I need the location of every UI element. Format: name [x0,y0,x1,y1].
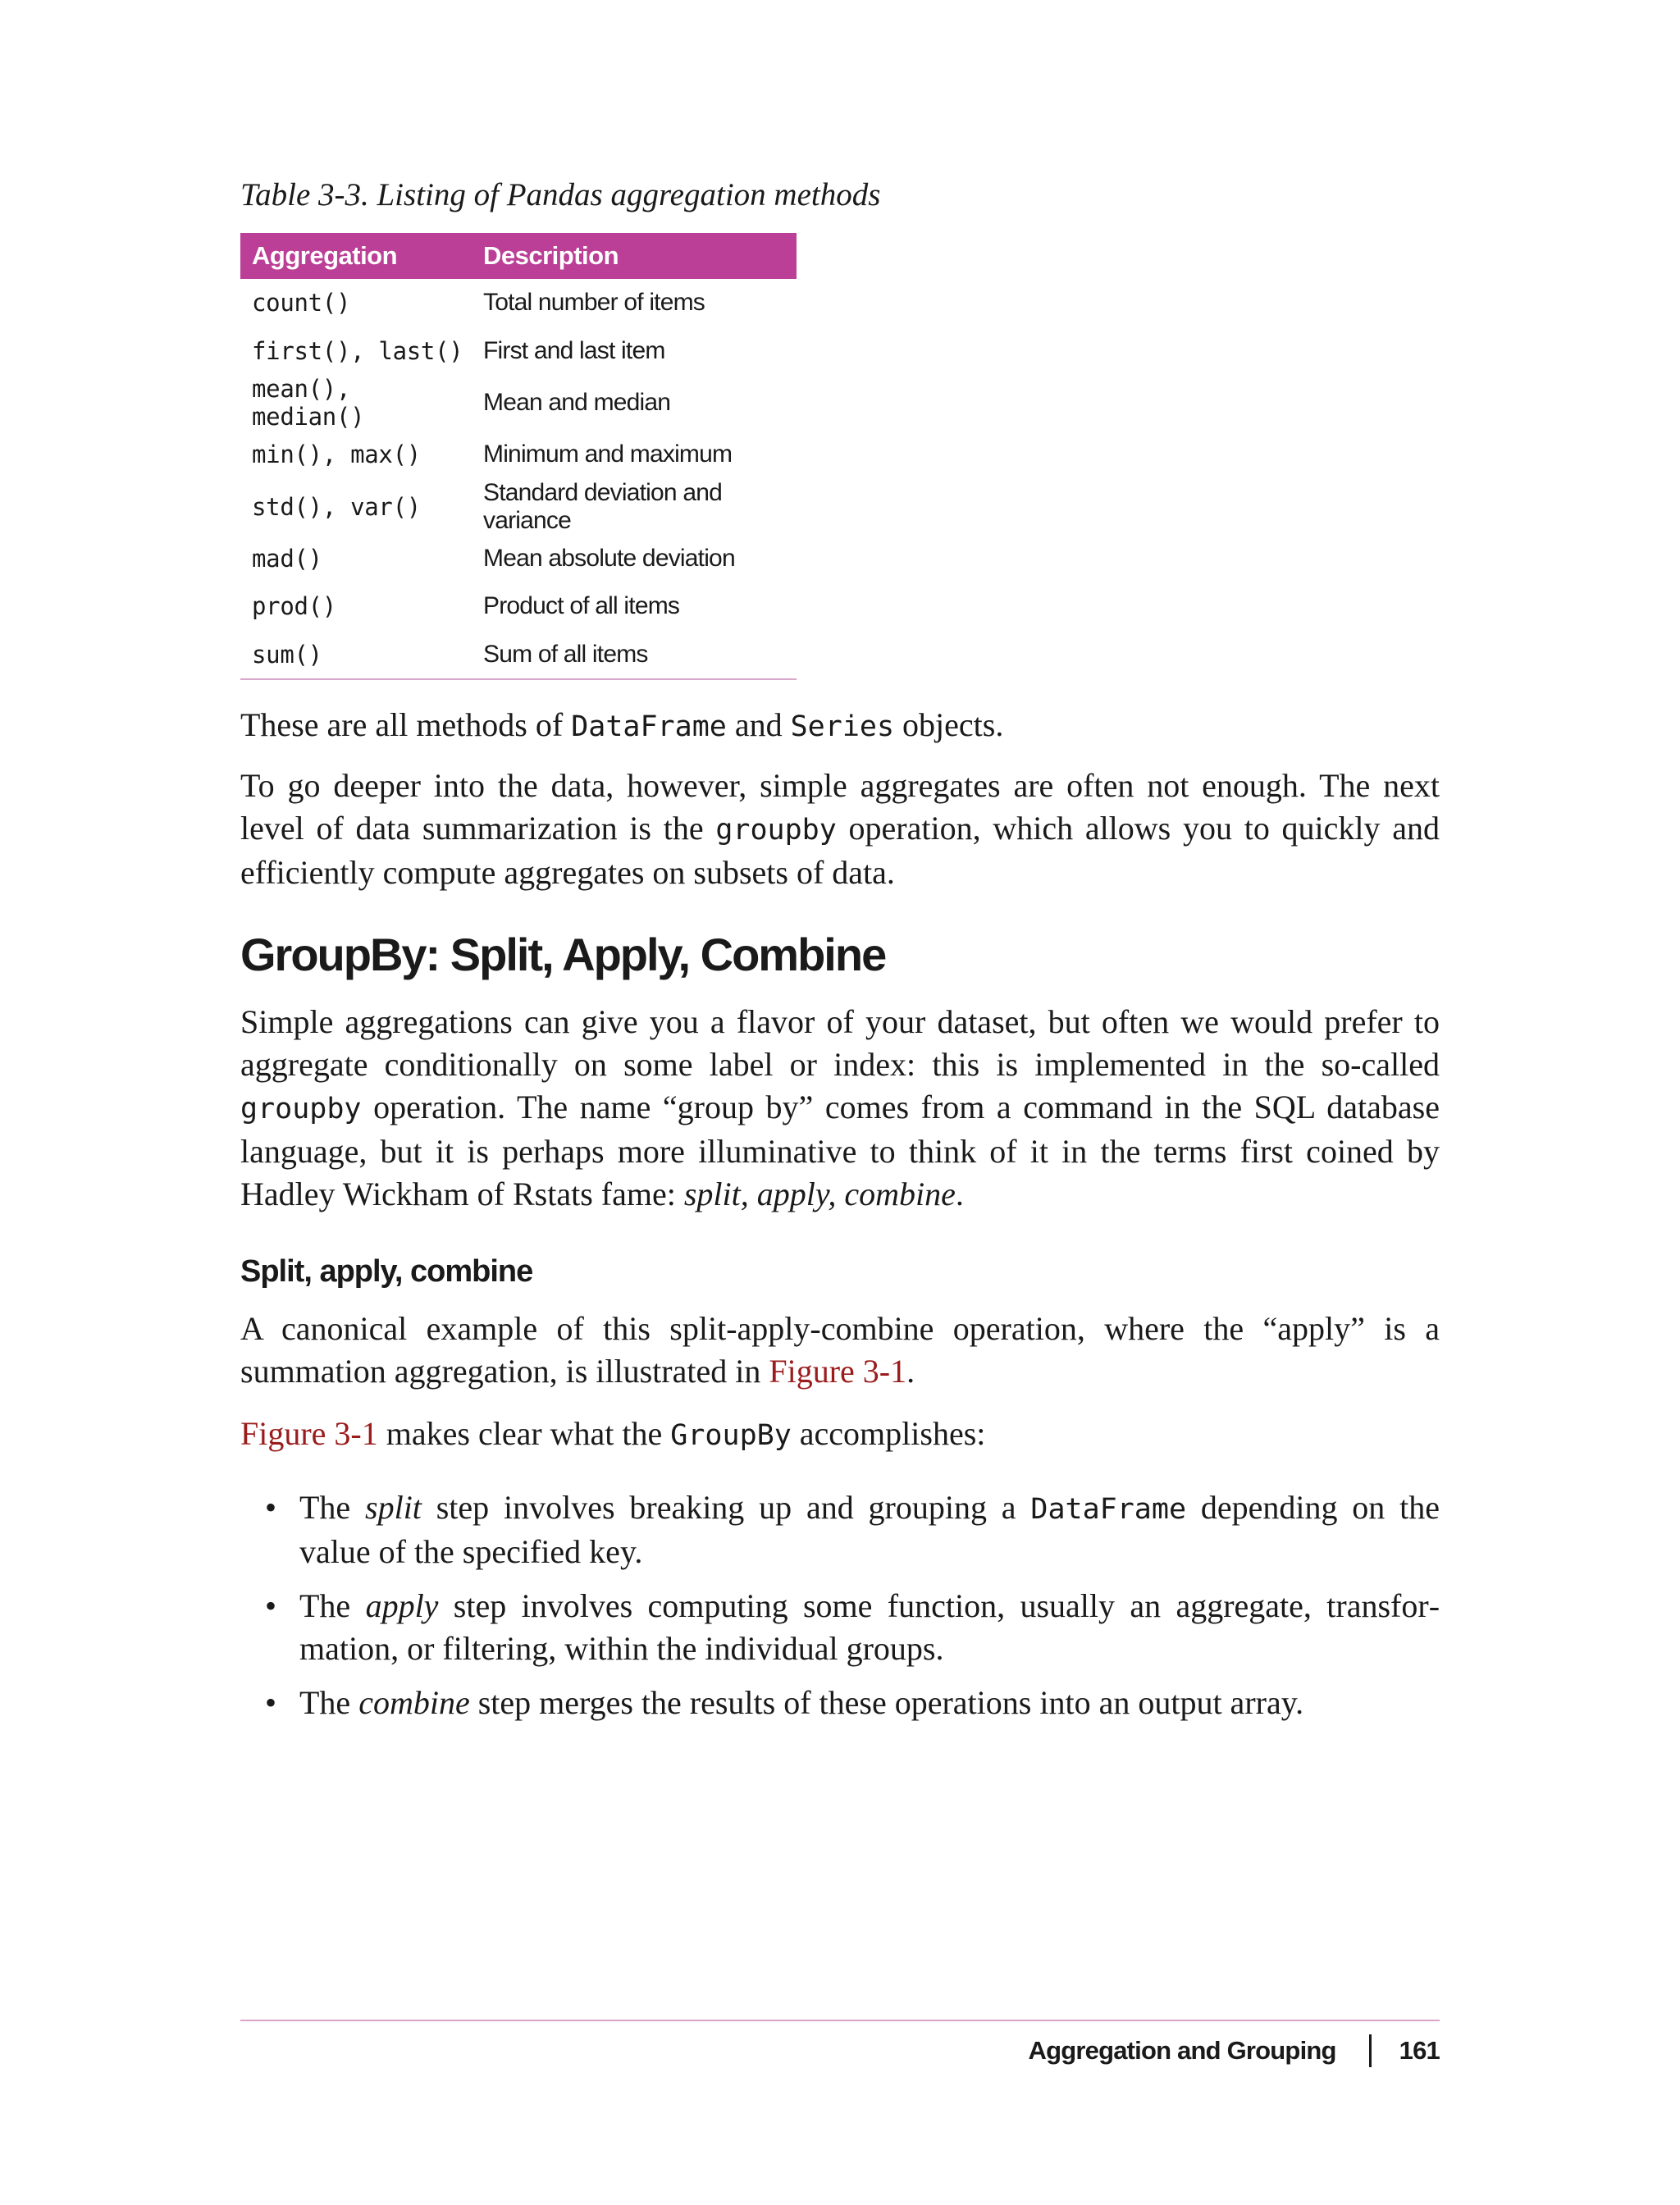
table-header-row [240,233,797,279]
method-cell: min(), max() [252,441,421,469]
code-groupby: groupby [715,814,837,847]
list-item [240,1585,1440,1670]
header-aggregation: Aggregation [240,233,473,279]
footer-separator [1369,2034,1372,2067]
text: step merges the results of these operations into an output array. [469,1684,1304,1721]
code-series: Series [790,710,895,743]
text: A canonical example of this split-apply-combine operation, where the “apply” is a summation aggregation, is illustrated in [240,1310,1440,1390]
description-cell: Product of all items [483,592,680,620]
code-dataframe: DataFrame [571,710,727,743]
text: . [955,1176,964,1212]
description-cell: Mean and median [483,389,671,416]
aggregation-methods-table [240,233,797,680]
figure-link[interactable]: Figure 3-1 [769,1353,907,1390]
paragraph-groupby-intro [240,765,1440,894]
text: The [299,1684,359,1721]
text: The [299,1587,366,1624]
code-groupby-class: GroupBy [670,1419,792,1452]
table-row [240,535,797,583]
code-dataframe: DataFrame [1030,1493,1187,1526]
text: Simple aggregations can give you a flavor of your dataset, but often we would prefer to aggregate conditionally on some label or index: this is implemented in the so-called [240,1003,1440,1083]
table-row [240,479,797,535]
emphasis: split, apply, combine [683,1176,956,1212]
text: operation, which allows you to quickly and efficiently compute aggregates on subsets of data. [240,810,1440,891]
method-cell: prod() [252,592,336,621]
code-groupby: groupby [240,1093,362,1125]
text: To go deeper into the data, however, simple aggregates are often not enough. The next level of data summarization is the [240,767,1440,847]
text: accomplishes: [791,1415,986,1452]
paragraph-figure-note [240,1413,1440,1457]
text: and [726,706,791,743]
text: These are all methods of [240,706,572,743]
text: operation. The name “group by” comes from a command in the SQL database language, but it is perhaps more illuminative to think of it in the terms first coined by Hadley Wickham of Rstats fame: [240,1089,1440,1212]
page-number: 161 [1399,2036,1440,2065]
method-cell: count() [252,289,351,317]
text: depending on the value of the specified key. [299,1489,1440,1570]
description-cell: Total number of items [483,289,705,317]
bullet-icon: • [265,1489,277,1526]
paragraph-canonical-example [240,1308,1440,1393]
method-cell: first(), last() [252,336,463,365]
emphasis: apply [365,1587,439,1624]
description-cell: Minimum and maximum [483,441,733,468]
section-heading: GroupBy: Split, Apply, Combine [240,929,886,980]
text: objects. [894,706,1004,743]
method-cell: mean(), median() [252,375,365,431]
page-footer [1029,2031,1440,2070]
table-row [240,375,797,431]
subsection-heading: Split, apply, combine [240,1254,533,1289]
method-cell: mad() [252,544,322,573]
list-item [240,1682,1440,1724]
description-cell: Sum of all items [473,631,797,680]
book-page [240,0,1440,2205]
emphasis: combine [358,1684,470,1721]
table-row [240,327,797,376]
table-row [240,582,797,631]
header-description: Description [473,233,797,279]
text: . [906,1353,915,1390]
bullet-icon: • [265,1587,277,1624]
bullet-icon: • [265,1684,277,1721]
table-row [240,431,797,479]
table-row [240,279,797,327]
paragraph-methods-note [240,704,1440,748]
description-cell: Standard deviation and variance [483,478,722,534]
text: The [299,1489,366,1526]
method-cell: std(), var() [252,492,421,521]
method-cell: sum() [240,631,473,680]
description-cell: First and last item [483,336,665,364]
table-caption: Table 3-3. Listing of Pandas aggregation methods [240,177,881,212]
description-cell: Mean absolute deviation [483,544,735,572]
bullet-list [240,1486,1440,1736]
figure-link[interactable]: Figure 3-1 [240,1415,378,1452]
table-row [240,631,797,680]
text: makes clear what the [377,1415,671,1452]
emphasis: split [365,1489,422,1526]
list-item [240,1486,1440,1573]
footer-divider [240,2020,1440,2021]
text: step involves computing some function, usually an aggregate, transformation, or filtering, within the individual groups. [299,1587,1440,1667]
paragraph-simple-aggregations [240,1001,1440,1216]
text: step involves breaking up and grouping a [421,1489,1031,1526]
footer-section-title: Aggregation and Grouping [1028,2036,1336,2065]
